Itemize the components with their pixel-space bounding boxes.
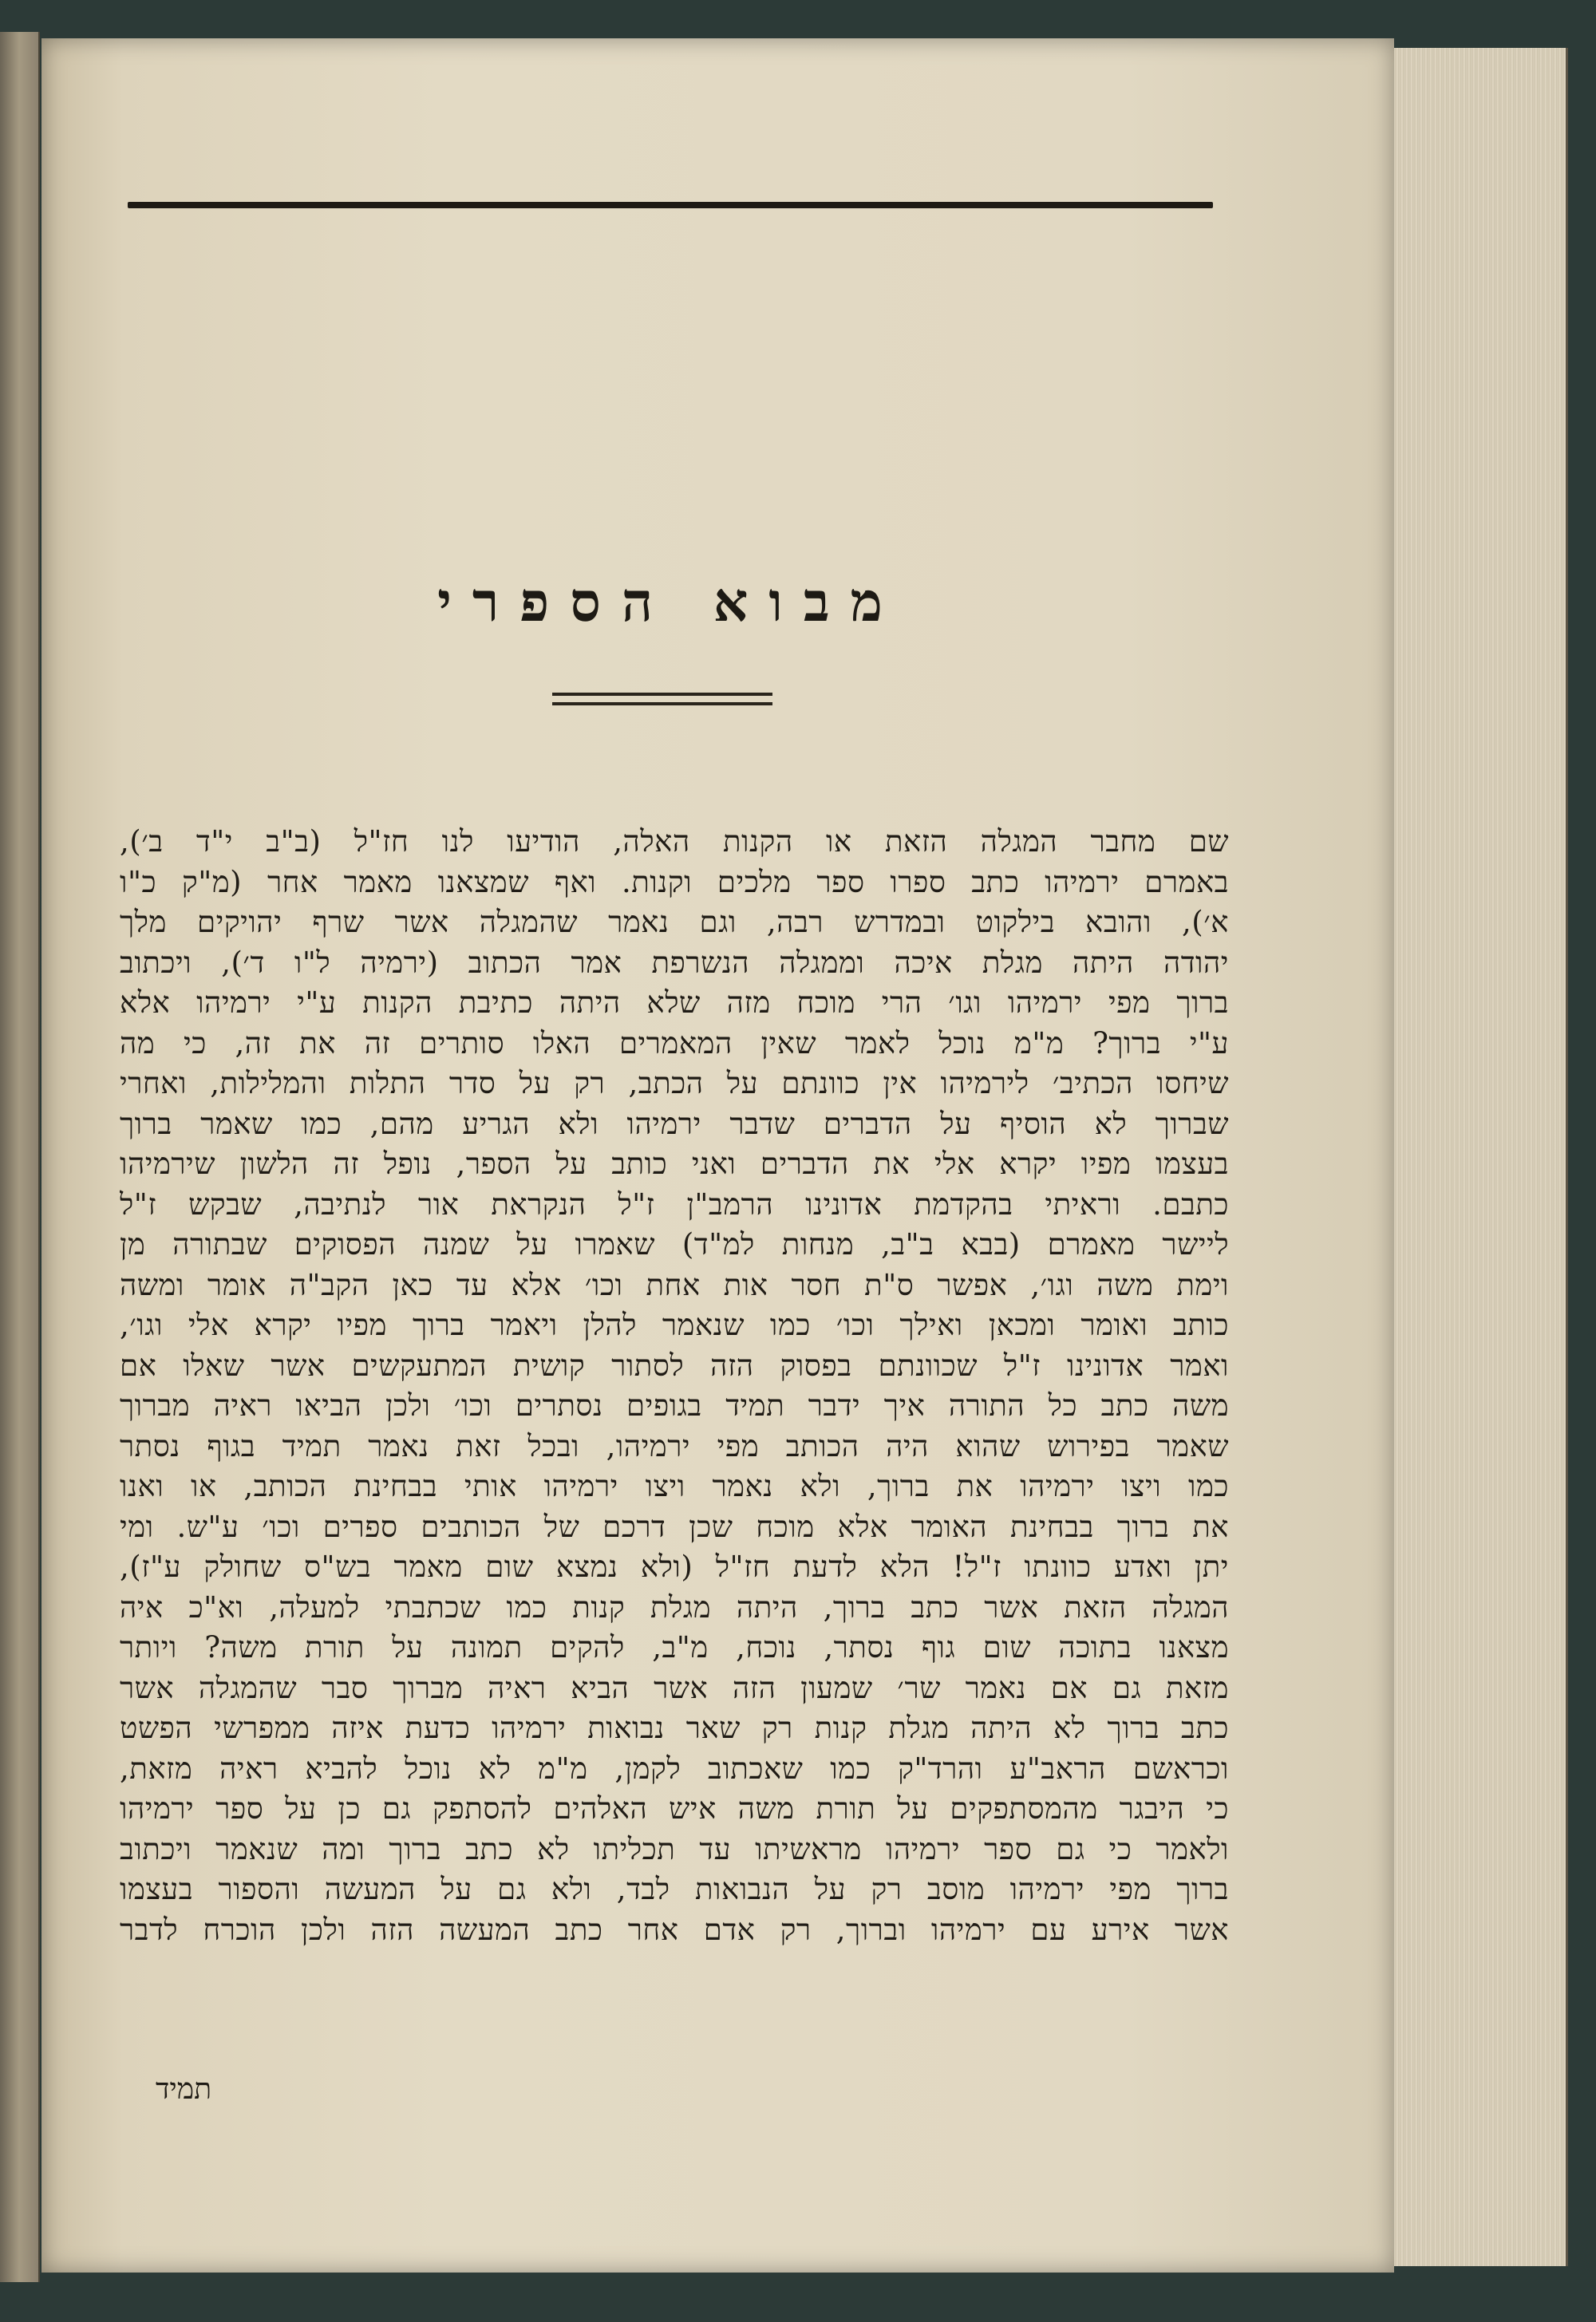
text-line: את ברוך בבחינת האומר אלא מוכח שכן דרכם של הכותבים ספרים וכו׳ ע"ש. ומי bbox=[120, 1509, 1229, 1544]
text-line: משה כתב כל התורה איך ידבר תמיד בגופים נסתרים וכו׳ ולכן הביאו ראיה מברוך bbox=[120, 1388, 1229, 1423]
text-line: כתבם. וראיתי בהקדמת אדונינו הרמב"ן ז"ל הנקראת אור לנתיבה, שבקש ז"ל bbox=[120, 1187, 1229, 1222]
text-line: כתב ברוך לא היתה מגלת קנות רק שאר נבואות ירמיהו כדעת איזה ממפרשי הפשט bbox=[120, 1711, 1229, 1745]
text-line: שברוך לא הוסיף על הדברים שדבר ירמיהו ולא הגריע מהם, כמו שאמר ברוך bbox=[120, 1106, 1229, 1141]
page-title: מבוא הספרי bbox=[437, 571, 903, 634]
text-line: בעצמו מפיו יקרא אלי את הדברים ואני כותב על הספר, נופל זה הלשון שירמיהו bbox=[120, 1147, 1229, 1181]
text-line: כותב ואומר ומכאן ואילך וכו׳ כמו שנאמר להלן ויאמר ברוך מפיו יקרא אלי וגו׳, bbox=[120, 1308, 1229, 1342]
text-line: כמו ויצו ירמיהו את ברוך, ולא נאמר ויצו ירמיהו אותי בבחינת הכותב, או ואנו bbox=[120, 1469, 1229, 1503]
text-line: באמרם ירמיהו כתב ספרו ספר מלכים וקנות. ואף שמצאנו מאמר אחר (מ"ק כ"ו bbox=[120, 864, 1229, 899]
header-rule bbox=[128, 202, 1213, 208]
text-line: כי היבגר מהמסתפקים על תורת משה איש האלהים להסתפק גם כן על ספר ירמיהו bbox=[120, 1791, 1229, 1826]
body-text bbox=[120, 822, 1229, 1950]
text-line: אשר אירע עם ירמיהו וברוך, רק אדם אחר כתב המעשה הזה ולכן הוכרח לדבר bbox=[120, 1912, 1229, 1947]
text-line: יתן ואדע כוונתו ז"ל! הלא לדעת חז"ל (ולא נמצא שום מאמר בש"ס שחולק ע"ז), bbox=[120, 1550, 1229, 1584]
text-line: יהודה היתה מגלת איכה וממגלה הנשרפת אמר הכתוב (ירמיה ל"ו ד׳), ויכתוב bbox=[120, 945, 1229, 980]
text-line: ברוך מפי ירמיהו וגו׳ הרי מוכח מזה שלא היתה כתיבת הקנות ע"י ירמיהו אלא bbox=[120, 985, 1229, 1020]
text-line: שם מחבר המגלה הזאת או הקנות האלה, הודיעו לנו חז"ל (ב"ב י"ד ב׳), bbox=[120, 824, 1229, 859]
text-line: ע"י ברוך? מ"מ נוכל לאמר שאין המאמרים האלו סותרים זה את זה, כי מה bbox=[120, 1025, 1229, 1060]
catchword: תמיד bbox=[156, 2073, 212, 2106]
text-line: המגלה הזאת אשר כתב ברוך, היתה מגלת קנות כמו שכתבתי למעלה, וא"כ איה bbox=[120, 1589, 1229, 1625]
text-line: וימת משה וגו׳, אפשר ס"ת חסר אות אחת וכו׳ אלא עד כאן הקב"ה אומר ומשה bbox=[120, 1267, 1229, 1302]
text-line: שאמר בפירוש שהוא היה הכותב מפי ירמיהו, ובכל זאת נאמר תמיד בגוף נסתר bbox=[120, 1428, 1229, 1463]
text-line: ברוך מפי ירמיהו מוסב רק על הנבואות לבד, ולא גם על המעשה והספור בעצמו bbox=[120, 1872, 1229, 1906]
title-rule-upper bbox=[552, 693, 772, 696]
text-line: ולאמר כי גם ספר ירמיהו מראשיתו עד תכליתו לא כתב ברוך ומה שנאמר ויכתוב bbox=[120, 1831, 1229, 1866]
text-line: שיחסו הכתיב׳ לירמיהו אין כוונתם על הכתב, רק על סדר התלות והמלילות, ואחרי bbox=[120, 1066, 1229, 1100]
text-line: וכראשם הראב"ע והרד"ק כמו שאכתוב לקמן, מ"מ לא נוכל להביא ראיה מזאת, bbox=[120, 1751, 1229, 1786]
text-line: ליישר מאמרם (בבא ב"ב, מנחות למ"ד) שאמרו על שמנה הפסוקים שבתורה מן bbox=[120, 1227, 1229, 1262]
text-line: א׳), והובא בילקוט ובמדרש רבה, וגם נאמר שהמגלה אשר שרף יהויקים מלך bbox=[120, 905, 1229, 939]
text-line: מצאנו בתוכה שום גוף נסתר, נוכח, מ"ב, להקים תמונה על תורת משה? ויותר bbox=[120, 1630, 1229, 1664]
text-line: ואמר אדונינו ז"ל שכוונתם בפסוק הזה לסתור קושית המתעקשים אשר שאלו אם bbox=[120, 1348, 1229, 1383]
title-rule-lower bbox=[552, 702, 772, 705]
previous-leaf-edge bbox=[0, 32, 40, 2282]
page-block-fore-edge bbox=[1394, 48, 1568, 2266]
text-line: מזאת גם אם נאמר שר׳ שמעון הזה אשר הביא ראיה מברוך סבר שהמגלה אשר bbox=[120, 1670, 1229, 1705]
